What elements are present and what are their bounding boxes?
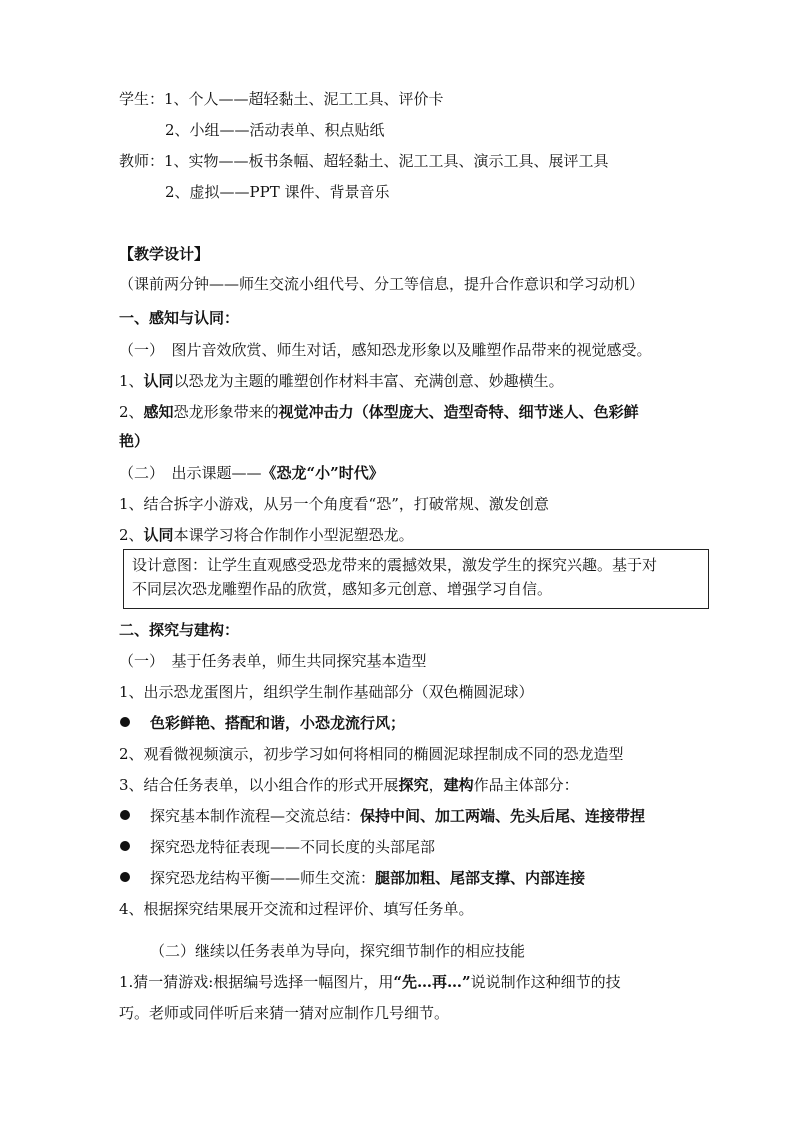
section-2-title: 二、探究与建构： [119,621,240,639]
bullet-bold: 保持中间、加工两端、先头后尾、连接带捏 [360,807,646,825]
bullet-text: 探究恐龙结构平衡——师生交流： [150,869,376,887]
section-2-part-1: （一） 基于任务表单，师生共同探究基本造型 [119,652,427,670]
section-1-item-3: 1、结合拆字小游戏，从另一个角度看“恐”，打破常规、激发创意 [119,495,549,513]
bullet-icon [119,872,131,884]
item-text: （体型庞大、造型奇特、细节迷人、色彩鲜 [353,403,639,421]
part-prefix: （二） 出示课题—— [119,464,262,482]
design-intent-line1: 设计意图：让学生直观感受恐龙带来的震撼效果，激发学生的探究兴趣。基于对 [132,556,658,574]
section-2-item-4: 4、根据探究结果展开交流和过程评价、填写任务单。 [119,900,474,918]
section-1-part-2 [119,462,694,484]
bullet-icon [119,717,131,729]
item-text: 作品主体部分： [473,776,579,794]
section-2-bullet-3: 探究恐龙特征表现——不同长度的头部尾部 [150,838,436,856]
bullet-icon [119,810,131,822]
item-text: 本课学习将合作制作小型泥塑恐龙。 [173,526,414,544]
item-text: 恐龙形象带来的 [173,403,279,421]
item-bold: 视觉冲击力 [278,403,354,421]
item-bold: 探究 [398,776,429,794]
item-bold: “先…再…” [393,973,471,991]
item-prefix: 1、 [119,372,144,390]
item-bold: 认同 [143,526,174,544]
section-heading: 【教学设计】 [119,245,210,263]
bullet-bold: 腿部加粗、尾部支撑、内部连接 [375,869,586,887]
section-1-item-2 [119,401,694,423]
section-1-part-1: （一） 图片音效欣赏、师生对话，感知恐龙形象以及雕塑作品带来的视觉感受。 [119,341,652,359]
item-prefix: 2、 [119,526,144,544]
item-bold: 感知 [143,403,174,421]
design-intent-line2: 不同层次恐龙雕塑作品的欣赏，感知多元创意、增强学习自信。 [132,580,553,598]
section-2-bullet-1: 色彩鲜艳、搭配和谐，小恐龙流行风； [150,714,406,732]
bullet-text: 探究基本制作流程—交流总结： [150,807,361,825]
section-2-item-3 [119,774,694,796]
section-2-game-1-cont: 巧。老师或同伴听后来猜一猜对应制作几号细节。 [119,1004,450,1022]
item-text: 3、结合任务表单，以小组合作的形式开展 [119,776,399,794]
item-text: 以恐龙为主题的雕塑创作材料丰富、充满创意、妙趣横生。 [173,372,564,390]
bullet-icon [119,841,131,853]
section-1-item-4 [119,524,694,546]
section-2-item-2: 2、观看微视频演示，初步学习如何将相同的椭圆泥球捏制成不同的恐龙造型 [119,745,624,763]
item-bold: 建构 [443,776,474,794]
student-materials-line1: 学生：1、个人——超轻黏土、泥工工具、评价卡 [119,90,444,108]
section-1-item-1 [119,370,694,392]
item-text: 说说制作这种细节的技 [470,973,621,991]
section-2-part-2: （二）继续以任务表单为导向，探究细节制作的相应技能 [150,942,526,960]
item-prefix: 2、 [119,403,144,421]
section-2-game-1 [119,971,694,993]
teacher-materials-line2: 2、虚拟——PPT 课件、背景音乐 [165,183,390,201]
student-materials-line2: 2、小组——活动表单、积点贴纸 [165,121,385,139]
item-text: 1.猜一猜游戏:根据编号选择一幅图片，用 [119,973,394,991]
section-1-item-2-cont: 艳） [119,432,150,450]
preclass-note: （课前两分钟——师生交流小组代号、分工等信息，提升合作意识和学习动机） [119,275,645,293]
section-2-bullet-4 [150,867,694,889]
lesson-title: 《恐龙“小”时代》 [261,464,384,482]
design-intent-box [123,549,709,609]
section-1-title: 一、感知与认同： [119,309,240,327]
item-text: ， [428,776,444,794]
section-2-item-1: 1、出示恐龙蛋图片，组织学生制作基础部分（双色椭圆泥球） [119,683,534,701]
item-bold: 认同 [143,372,174,390]
section-2-bullet-2 [150,805,694,827]
teacher-materials-line1: 教师：1、实物——板书条幅、超轻黏土、泥工工具、演示工具、展评工具 [119,152,609,170]
